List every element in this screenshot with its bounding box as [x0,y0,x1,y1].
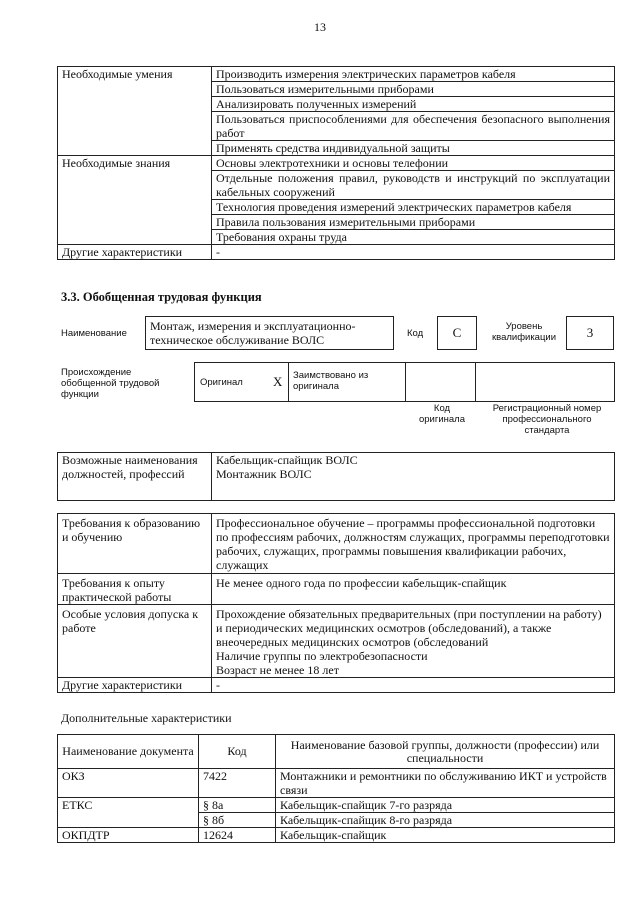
okz-code: 7422 [199,769,276,798]
conditions-label: Особые условия допуска к работе [58,605,212,678]
position-item: Кабельщик-спайщик ВОЛС [216,453,358,467]
condition-item: Наличие группы по электробезопасности [216,649,428,663]
skill-item: Применять средства индивидуальной защиты [212,141,615,156]
knowledge-item: Правила пользования измерительными приборами [212,215,615,230]
other-req-value: - [212,678,615,693]
other-req-label: Другие характеристики [58,678,212,693]
education-value: Профессиональное обучение – программы профессиональной подготовки по профессиям рабочих, должностям служащих, программы переподготовки рабочих, служащих, программы повышения квалификации рабочих, служащих [212,514,615,574]
knowledge-item: Технология проведения измерений электрических параметров кабеля [212,200,615,215]
okz-doc: ОКЗ [58,769,199,798]
knowledge-item: Требования охраны труда [212,230,615,245]
position-item: Монтажник ВОЛС [216,467,312,481]
skill-item: Пользоваться приспособлениями для обеспечения безопасного выполнения работ [212,112,615,141]
condition-item: Прохождение обязательных предварительных (при поступлении на работу) и периодических медицинских осмотров (обследований), а также внеочередных медицинских осмотров (обследований [216,607,602,649]
positions-label: Возможные наименования должностей, профессий [58,453,212,501]
level-label: Уровень квалификации [491,321,557,343]
borrowed-label: Заимствовано из оригинала [293,370,369,392]
other-label: Другие характеристики [58,245,212,260]
original-mark: X [273,374,283,389]
knowledge-item: Основы электротехники и основы телефонии [212,156,615,171]
okpdtr-doc: ОКПДТР [58,828,199,843]
origin-divider [405,362,406,402]
okpdtr-name: Кабельщик-спайщик [276,828,615,843]
skill-item: Пользоваться измерительными приборами [212,82,615,97]
etks-name: Кабельщик-спайщик 7-го разряда [276,798,615,813]
page-number: 13 [314,20,326,34]
condition-item: Возраст не менее 18 лет [216,663,339,677]
skill-item: Анализировать полученных измерений [212,97,615,112]
header-code: Код [199,735,276,769]
code-caption: Код оригинала [418,403,465,425]
other-value: - [212,245,615,260]
okpdtr-code: 12624 [199,828,276,843]
etks-code: § 8а [199,798,276,813]
etks-name: Кабельщик-спайщик 8-го разряда [276,813,615,828]
origin-divider [288,362,289,402]
experience-value: Не менее одного года по профессии кабельщик-спайщик [212,574,615,605]
additional-table [57,734,615,843]
experience-label: Требования к опыту практической работы [58,574,212,605]
okz-name: Монтажники и ремонтники по обслуживанию ИКТ и устройств связи [276,769,615,798]
function-code: C [437,316,477,350]
original-label: Оригинал [200,377,243,388]
reg-caption: Регистрационный номер профессионального стандарта [492,403,602,436]
requirements-table [57,513,615,693]
origin-label: Происхождение обобщенной трудовой функции [61,367,160,400]
name-label: Наименование [61,328,127,339]
skills-label: Необходимые умения [58,67,212,156]
skills-knowledge-table [57,66,615,260]
section-title: 3.3. Обобщенная трудовая функция [61,290,262,304]
knowledge-item: Отдельные положения правил, руководств и инструкций по эксплуатации кабельных сооружений [212,171,615,200]
knowledge-label: Необходимые знания [58,156,212,245]
etks-doc: ЕТКС [58,798,199,828]
education-label: Требования к образованию и обучению [58,514,212,574]
origin-divider [475,362,476,402]
positions-table [57,452,615,501]
level-value: 3 [566,316,614,350]
skill-item: Производить измерения электрических параметров кабеля [212,67,615,82]
code-label: Код [407,328,424,339]
function-name: Монтаж, измерения и эксплуатационно-техническое обслуживание ВОЛС [145,316,394,350]
header-doc: Наименование документа [58,735,199,769]
additional-title: Дополнительные характеристики [61,711,232,725]
etks-code: § 8б [199,813,276,828]
header-name: Наименование базовой группы, должности (профессии) или специальности [276,735,615,769]
